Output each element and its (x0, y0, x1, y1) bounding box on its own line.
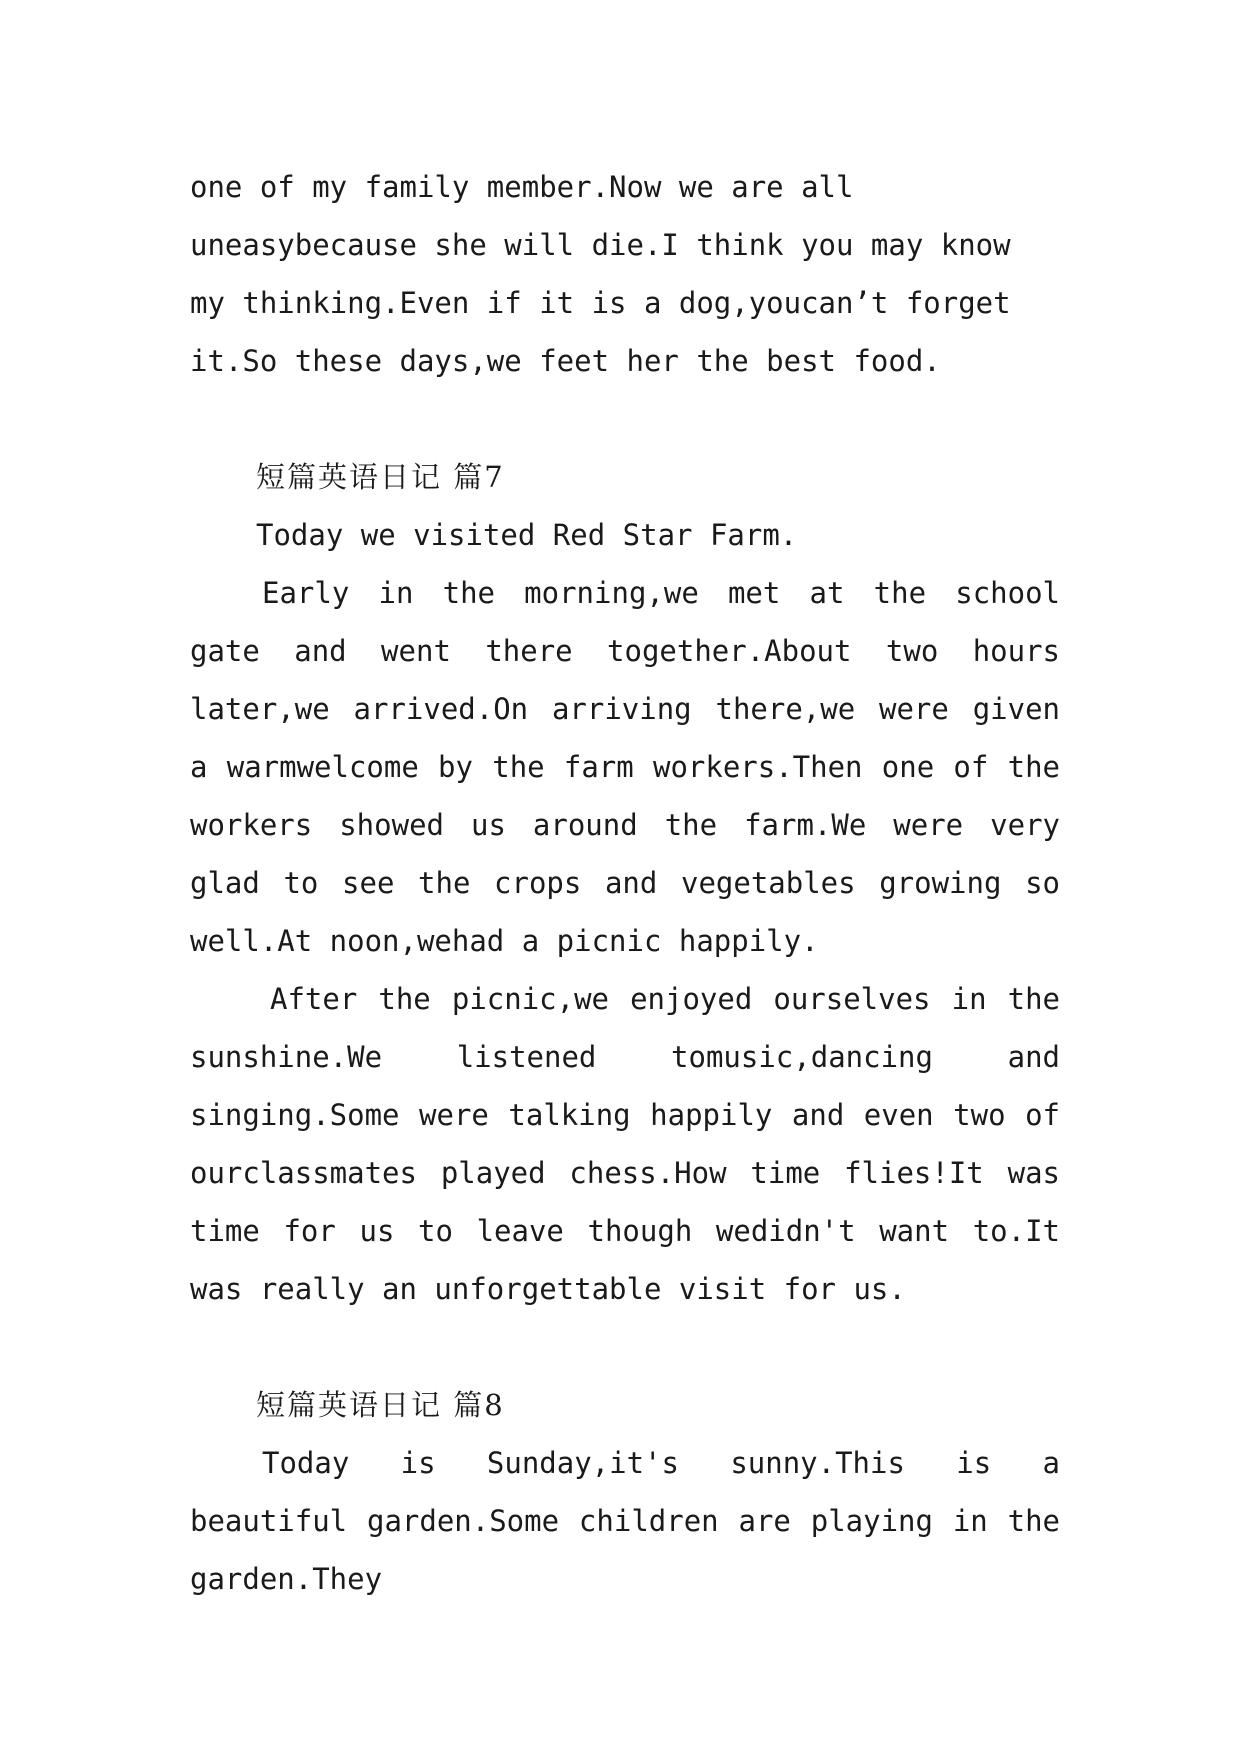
section7-paragraph-2: After the picnic,we enjoyed ourselves in the sunshine.We listened tomusic,dancing and singing.Some were talking happily and even two of ourclassmates played chess.How time flies!It was time for us to leave though wedidn't want to.It was really an unforgettable visit for us. (190, 982, 1060, 1306)
section7-paragraph-1: Early in the morning,we met at the school gate and went there together.About two hours later,we arrived.On arriving there,we were given a warmwelcome by the farm workers.Then one of the workers showed us around the farm.We were very glad to see the crops and vegetables growing so well.At noon,wehad a picnic happily. (190, 576, 1060, 958)
intro-paragraph: one of my family member.Now we are all uneasybecause she will die.I think you may know my thinking.Even if it is a dog,youcan’t forget it.So these days,we feet her the best food. (190, 170, 1011, 378)
section-heading-8: 短篇英语日记 篇8 (256, 1388, 505, 1422)
section-spacer (190, 1318, 1060, 1376)
section8-paragraph-1: Today is Sunday,it's sunny.This is a beautiful garden.Some children are playing in the garden.They (190, 1446, 1060, 1596)
section-spacer (190, 390, 1060, 448)
document-body (190, 158, 1060, 1608)
section7-first-line: Today we visited Red Star Farm. (256, 518, 798, 552)
section-heading-7: 短篇英语日记 篇7 (256, 460, 505, 494)
